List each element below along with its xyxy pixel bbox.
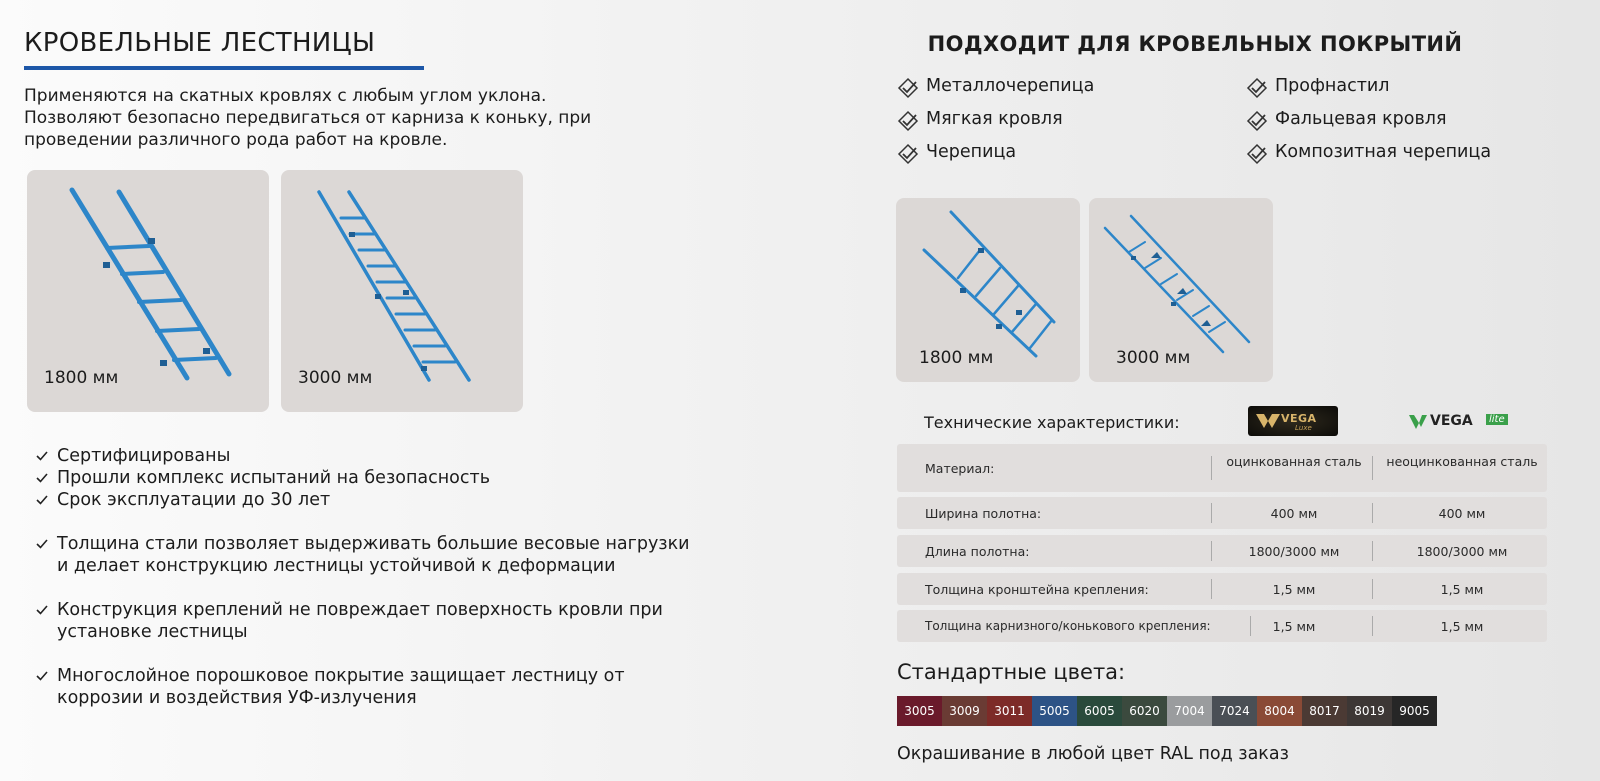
feature-item: Сертифицированы [36,445,756,467]
feature-item: Срок эксплуатации до 30 лет [36,489,756,511]
diamond-check-icon [1246,77,1268,99]
color-swatch-9005[interactable]: 9005 [1392,696,1437,726]
spec-row-width: Ширина полотна: 400 мм 400 мм [897,497,1547,529]
brand-logo-vega-lite: VEGA lite [1408,411,1518,433]
feature-item: Многослойное порошковое покрытие защищает лестницу от коррозии и воздействия УФ-излучения [36,665,756,709]
feature-item: Толщина стали позволяет выдерживать большие весовые нагрузки и делает конструкцию лестницы устойчивой к деформации [36,533,756,577]
intro-line: Применяются на скатных кровлях с любым углом уклона. [24,86,547,106]
check-icon [36,670,48,682]
product-size-label: 3000 мм [298,368,373,388]
spec-row-mount-thickness: Толщина карнизного/конькового крепления: 1,5 мм 1,5 мм [897,610,1547,642]
product-size-label: 1800 мм [919,348,994,368]
diamond-check-icon [1246,143,1268,165]
intro-line: Позволяют безопасно передвигаться от карниза к коньку, при [24,108,592,128]
color-swatch-7024[interactable]: 7024 [1212,696,1257,726]
brand-logo-vega-luxe: VEGA Luxe [1248,406,1338,436]
product-size-label: 1800 мм [44,368,119,388]
vega-logo-icon [1254,411,1282,431]
color-swatch-7004[interactable]: 7004 [1167,696,1212,726]
product-card-1800-alt[interactable] [896,198,1080,382]
color-swatch-6005[interactable]: 6005 [1077,696,1122,726]
color-swatch-8004[interactable]: 8004 [1257,696,1302,726]
color-swatch-3009[interactable]: 3009 [942,696,987,726]
feature-item: Конструкция креплений не повреждает поверхность кровли при установке лестницы [36,599,756,643]
tech-specs-title: Технические характеристики: [924,413,1180,432]
vega-logo-icon [1408,413,1428,431]
color-swatch-6020[interactable]: 6020 [1122,696,1167,726]
color-swatch-list [897,696,1437,726]
custom-paint-note: Окрашивание в любой цвет RAL под заказ [897,744,1289,764]
color-swatch-8017[interactable]: 8017 [1302,696,1347,726]
diamond-check-icon [1246,110,1268,132]
feature-list [36,445,756,709]
product-size-label: 3000 мм [1116,348,1191,368]
intro-line: проведении различного рода работ на кровле. [24,130,448,150]
check-icon [36,538,48,550]
standard-colors-title: Стандартные цвета: [897,660,1126,684]
color-swatch-3011[interactable]: 3011 [987,696,1032,726]
page-title: КРОВЕЛЬНЫЕ ЛЕСТНИЦЫ [24,28,376,58]
diamond-check-icon [897,77,919,99]
product-card-3000[interactable] [281,170,523,412]
check-icon [36,604,48,616]
product-card-1800[interactable] [27,170,269,412]
roof-types-title: ПОДХОДИТ ДЛЯ КРОВЕЛЬНЫХ ПОКРЫТИЙ [927,32,1463,56]
diamond-check-icon [897,143,919,165]
diamond-check-icon [897,110,919,132]
feature-item: Прошли комплекс испытаний на безопасность [36,467,756,489]
spec-row-material: Материал: оцинкованная сталь неоцинкованная сталь [897,444,1547,492]
color-swatch-5005[interactable]: 5005 [1032,696,1077,726]
check-icon [36,450,48,462]
title-underline [24,66,424,70]
intro-text [24,85,704,151]
check-icon [36,472,48,484]
check-icon [36,494,48,506]
product-card-3000-alt[interactable] [1089,198,1273,382]
color-swatch-3005[interactable]: 3005 [897,696,942,726]
spec-row-bracket-thickness: Толщина кронштейна крепления: 1,5 мм 1,5 мм [897,573,1547,605]
spec-row-length: Длина полотна: 1800/3000 мм 1800/3000 мм [897,535,1547,567]
color-swatch-8019[interactable]: 8019 [1347,696,1392,726]
